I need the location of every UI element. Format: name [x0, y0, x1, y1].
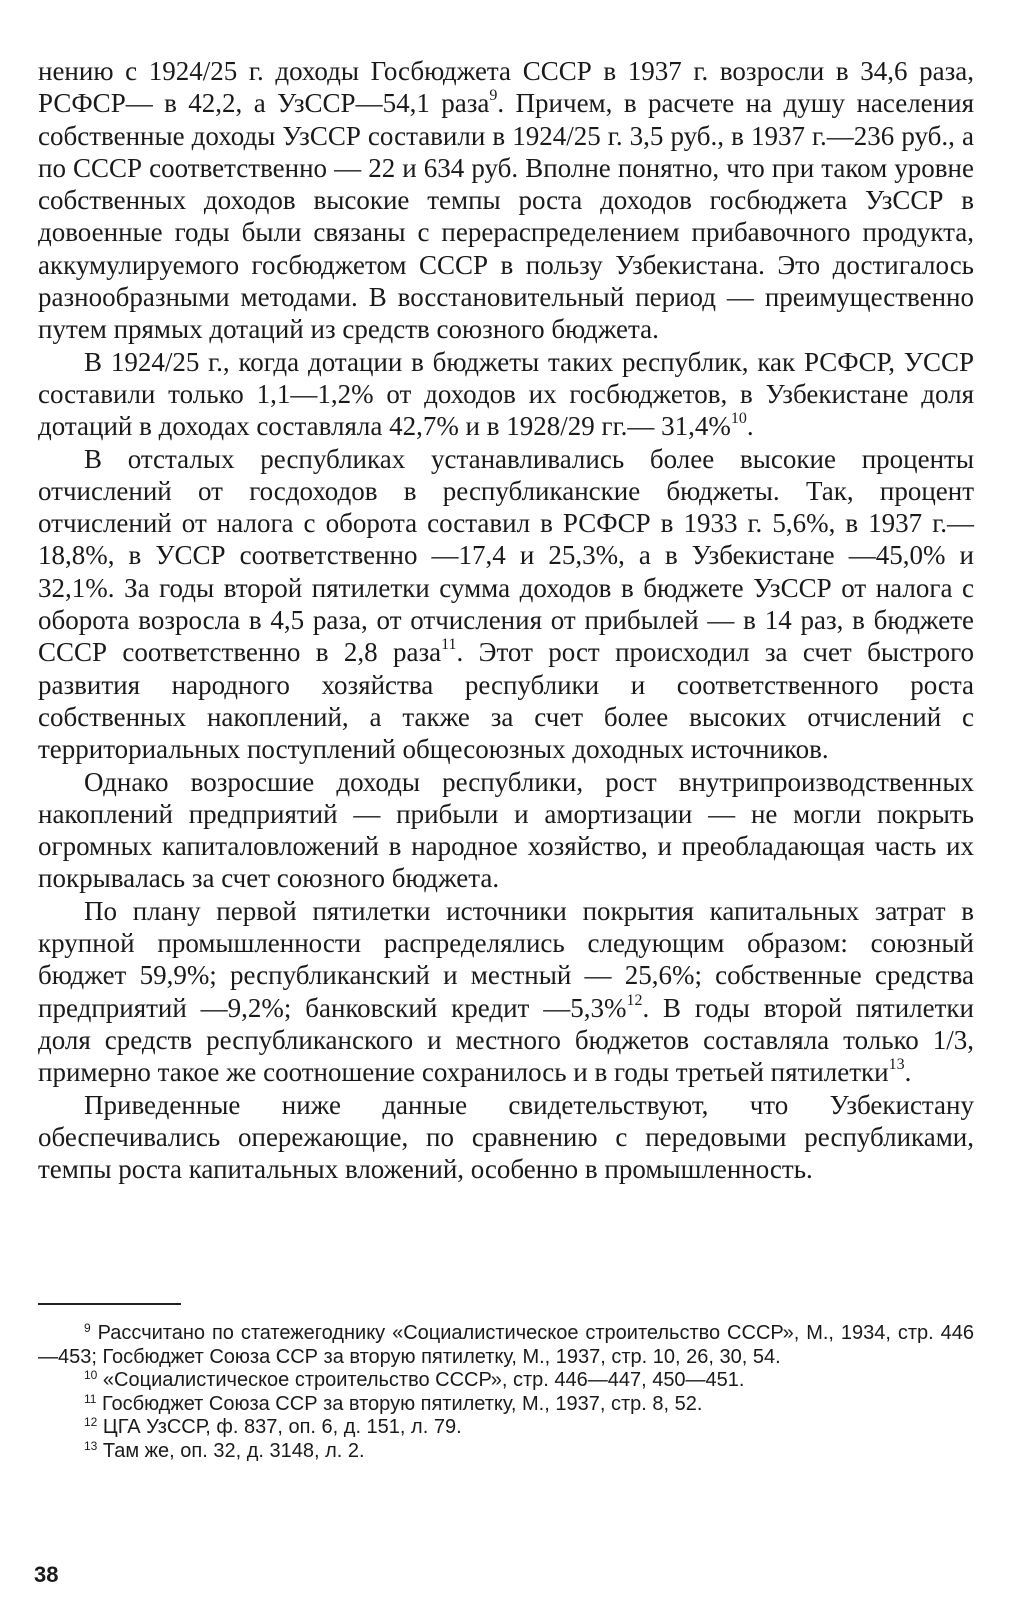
paragraph-4: Однако возросшие доходы республики, рост внутрипроизводственных накоплений предприятий — прибыли и амортизации — не могли покрыть огромных капиталовложений в народное хозяйство, и преобладающая часть их покрывалась за счет союзного бюджета. [38, 766, 974, 894]
paragraph-1-continuation: . Причем, в расчете на душу населения собственные доходы УзССР составили в 1924/25 г. 3,5 руб., в 1937 г.—236 руб., а по СССР соответственно — 22 и 634 руб. Вполне понятно, что при таком уровне собственных доходов высокие темпы роста доходов госбюджета УзССР в довоенные годы были связаны с перераспределением прибавочного продукта, аккумулируемого госбюджетом СССР в пользу Узбекистана. Это достигалось разнообразными методами. В восстановительный период — преимущественно путем прямых дотаций из средств союзного бюджета. [38, 88, 974, 345]
paragraph-6: Приведенные ниже данные свидетельствуют, что Узбекистану обеспечивались опережающие, по сравнению с передовыми республиками, темпы роста капитальных вложений, особенно в промышленность. [38, 1089, 974, 1185]
paragraph-5 [38, 895, 974, 1089]
paragraph-2-text: В 1924/25 г., когда дотации в бюджеты таких республик, как РСФСР, УССР составили только 1,1—1,2% от доходов их госбюджетов, в Узбекистане доля дотаций в доходах составляла 42,7% и в 1928/29 гг.— 31,4% [38, 346, 974, 442]
footnote-text: Госбюджет Союза ССР за вторую пятилетку, М., 1937, стр. 8, 52. [102, 1392, 703, 1415]
footnote-11 [38, 1393, 974, 1417]
paragraph-1 [38, 55, 974, 346]
footnote-text: ЦГА УзССР, ф. 837, оп. 6, д. 151, л. 79. [102, 1416, 462, 1438]
footnotes [38, 1322, 974, 1463]
paragraph-1-text: нению с 1924/25 г. доходы Госбюджета СССР в 1937 г. возросли в 34,6 раза, РСФСР— в 42,2, а УзССР—54,1 раза [38, 56, 974, 119]
footnote-text: Рассчитано по статежегоднику «Социалистическое строительство СССР», М., 1934, стр. 446—453; Госбюджет Союза ССР за вторую пятилетку, М., 1937, стр. 10, 26, 30, 54. [38, 1322, 975, 1368]
footnote-10 [38, 1369, 974, 1393]
paragraph-3 [38, 443, 974, 766]
paragraph-3-text: В отсталых республиках устанавливались более высокие проценты отчислений от госдоходов в республиканские бюджеты. Так, процент отчислений от налога с оборота составил в РСФСР в 1933 г. 5,6%, в 1937 г.—18,8%, в УССР соответственно —17,4 и 25,3%, а в Узбекистане —45,0% и 32,1%. За годы второй пятилетки сумма доходов в бюджете УзССР от налога с оборота возросла в 4,5 раза, от отчисления от прибылей — в 14 раз, в бюджете СССР соответственно в 2,8 раза [38, 443, 974, 668]
page-number: 38 [34, 1562, 59, 1587]
paragraph-3-continuation: . Этот рост происходил за счет быстрого развития народного хозяйства республики и соответственного роста собственных накоплений, а также за счет более высоких отчислений с территориальных поступлений общесоюзных доходных источников. [38, 637, 975, 765]
footnote-ref-9[interactable]: 9 [489, 87, 498, 105]
footnote-ref-11[interactable]: 11 [441, 636, 457, 654]
footnote-text: «Социалистическое строительство СССР», стр. 446—447, 450—451. [102, 1369, 745, 1391]
paragraph-5-continuation: . В годы второй пятилетки доля средств республиканского и местного бюджетов составляла только 1/3, примерно такое же соотношение сохранилось и в годы третьей пятилетки [38, 992, 974, 1088]
footnote-ref-10[interactable]: 10 [730, 410, 747, 428]
paragraph-5-text: По плану первой пятилетки источники покрытия капитальных затрат в крупной промышленности распределялись следующим образом: союзный бюджет 59,9%; республиканский и местный — 25,6%; собственные средства предприятий —9,2%; банковский кредит —5,3% [38, 895, 974, 1023]
footnote-12 [38, 1416, 974, 1440]
footnote-ref-13[interactable]: 13 [888, 1056, 905, 1074]
footnote-ref-12[interactable]: 12 [626, 991, 643, 1009]
footnote-number: 9 [84, 1321, 91, 1335]
body-text [38, 55, 974, 1185]
paragraph-2 [38, 346, 974, 443]
footnote-13 [38, 1440, 974, 1464]
footnote-text: Там же, оп. 32, д. 3148, л. 2. [102, 1439, 365, 1462]
footnote-separator [38, 1303, 181, 1305]
footnote-number: 13 [84, 1438, 98, 1453]
paragraph-5-end: . [904, 1057, 912, 1088]
footnote-9 [38, 1322, 974, 1369]
footnote-number: 11 [84, 1391, 97, 1406]
paragraph-2-end: . [746, 411, 754, 442]
footnote-number: 12 [84, 1415, 98, 1429]
footnote-number: 10 [84, 1368, 98, 1382]
